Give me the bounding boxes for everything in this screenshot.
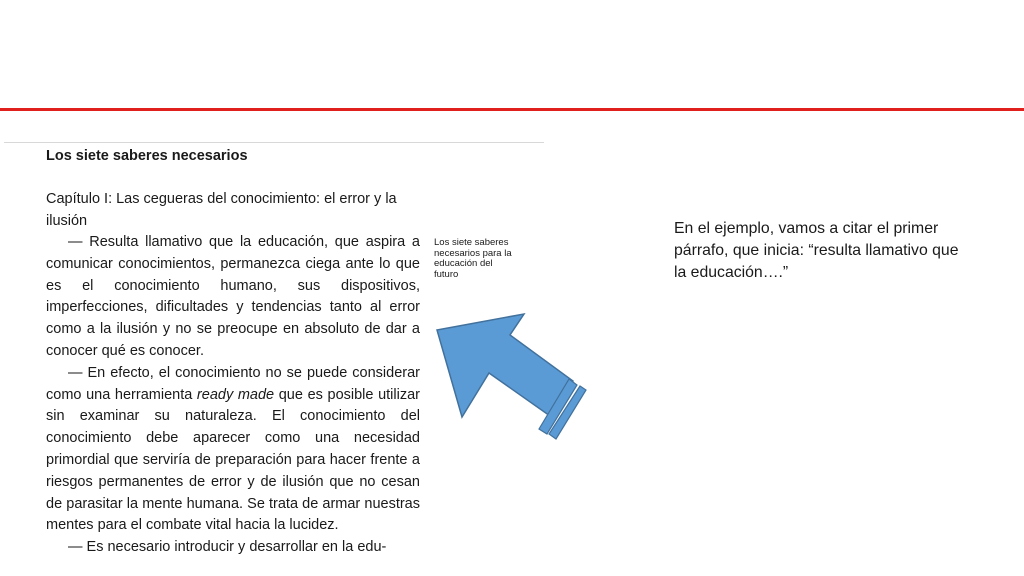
book-paragraph-2-end: que es posible utilizar sin examinar su naturaleza. El conocimiento del conocimiento debe aparecer como una necesidad primordial que serviría de preparación para hacer frente a riesgos permanentes de error y de ilusión que no cesan de parasitar la mente humana. Se trata de armar nuestras mentes para el combate vital hacia la lucidez. — [46, 386, 420, 534]
pointing-arrow-icon — [430, 305, 600, 455]
arrow-head-body — [437, 314, 573, 417]
header-divider — [0, 108, 1024, 111]
book-title: Los siete saberes necesarios — [46, 148, 248, 164]
book-paragraph-3: — Es necesario introducir y desarrollar en la edu- — [68, 539, 387, 556]
book-paragraph-2-start: — En efecto, el conocimiento no se puede considerar como una herramienta — [46, 364, 420, 403]
book-body-text — [46, 232, 420, 559]
chapter-heading: Capítulo I: Las cegueras del conocimiento: el error y la ilusión — [46, 191, 397, 229]
book-paragraph-1: — Resulta llamativo que la educación, que aspira a comunicar conocimientos, permanezca ciega ante lo que es el conocimiento humano, sus dispositivos, imperfecciones, dificultades y tendencias tanto al error como a la ilusión y no se preocupe en absoluto de dar a conocer qué es conocer. — [46, 234, 420, 359]
book-paragraph-2 — [46, 363, 420, 537]
arrow-shapes — [437, 314, 586, 439]
margin-note: Los siete saberes necesarios para la educación del futuro — [434, 237, 512, 280]
book-paragraph-2-italic: ready made — [196, 386, 275, 403]
callout-text: En el ejemplo, vamos a citar el primer párrafo, que inicia: “resulta llamativo que la educación….” — [674, 220, 959, 281]
